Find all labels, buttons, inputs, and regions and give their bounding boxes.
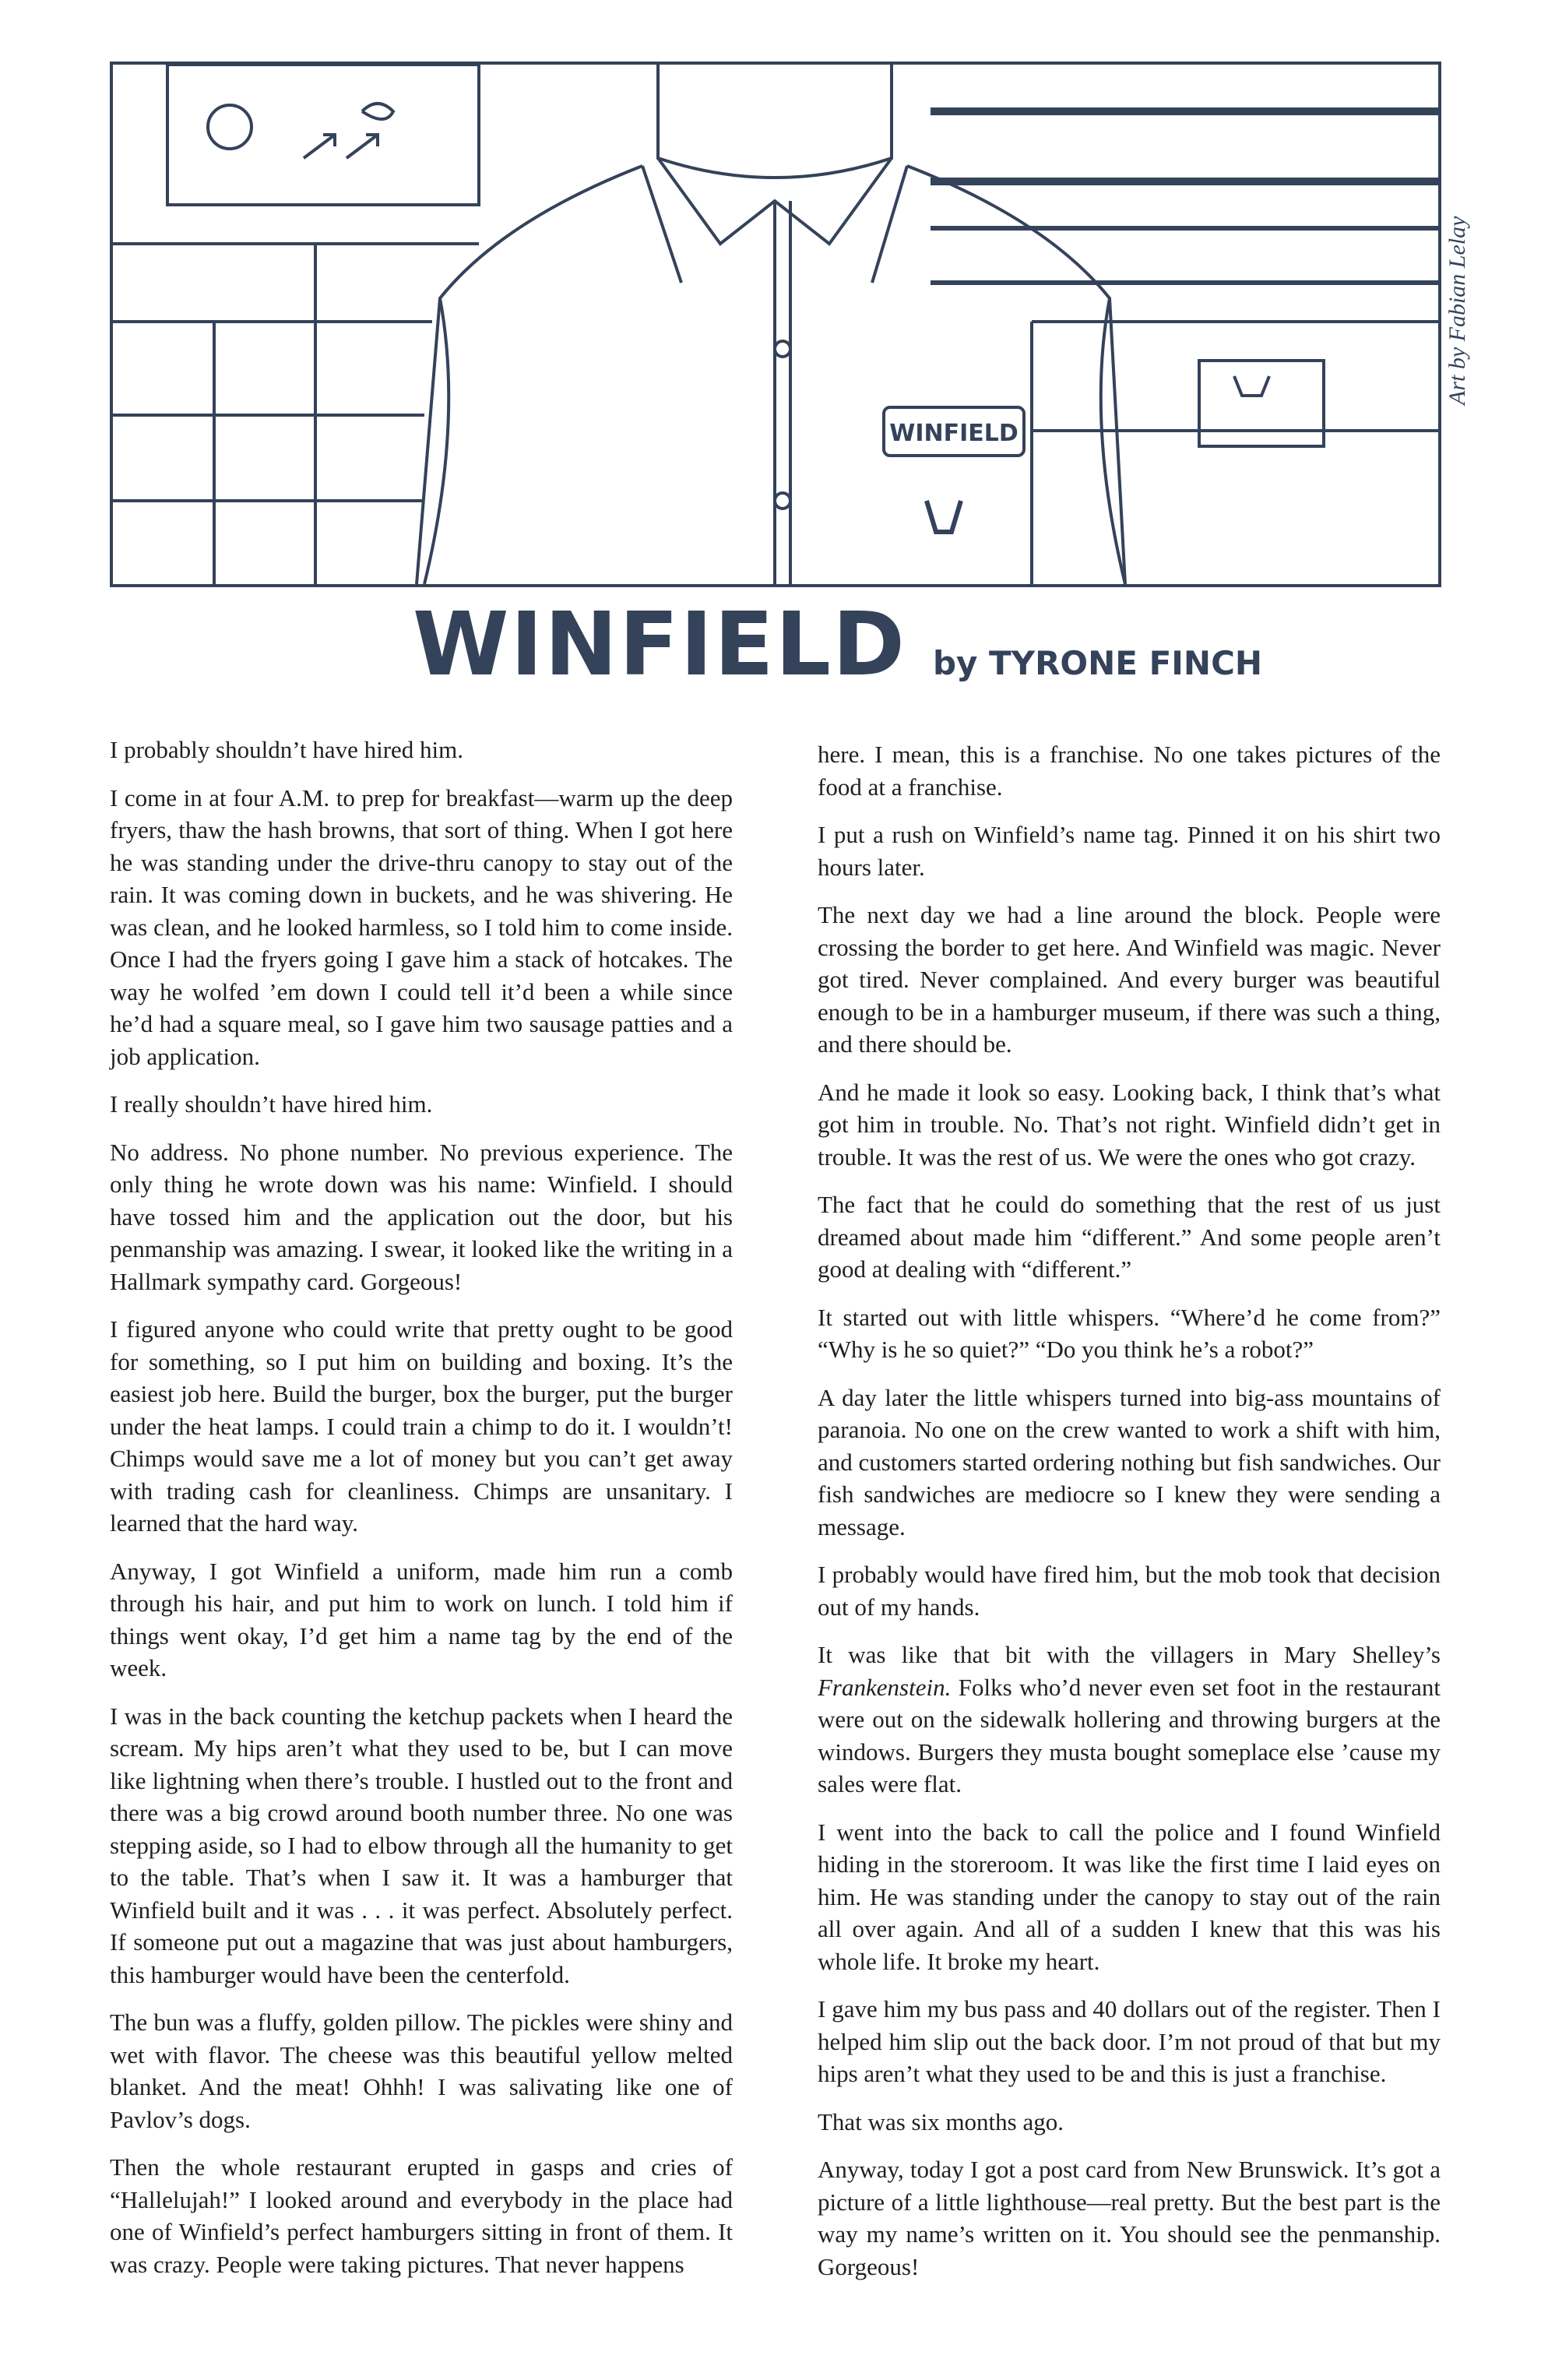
paragraph: Anyway, I got Winfield a uniform, made him run a comb through his hair, and put him to work on lunch. I told him if things went okay, I’d get him a name tag by the end of the week. (110, 1557, 733, 1681)
art-credit: Art by Fabian Lelay (1444, 216, 1470, 405)
logo-icon (927, 501, 961, 532)
paragraph: Anyway, today I got a post card from New Brunswick. It’s got a picture of a little lighthouse—real pretty. But the best part is the way my name’s written on it. You should see the penmanship. Gorgeous! (818, 2156, 1441, 2280)
story-title: WINFIELD (413, 594, 906, 695)
paragraph: That was six months ago. (818, 2107, 1064, 2135)
paragraph: I really shouldn’t have hired him. (110, 1090, 433, 1118)
text-run: It was like that bit with the villagers in Mary Shelley’s (818, 1641, 1441, 1668)
paragraph: I figured anyone who could write that pretty ought to be good for something, so I put him on building and boxing. It’s the easiest job here. Build the burger, box the burger, put the burger under the heat lamps. I could train a chimp to do it. I wouldn’t! Chimps would save me a lot of money but you can’t get away with trading cash for cleanliness. Chimps are unsanitary. I learned that the hard way. (110, 1315, 733, 1537)
right-column (818, 738, 1441, 2298)
paragraph: I gave him my bus pass and 40 dollars out of the register. Then I helped him slip out the back door. I’m not proud of that but my hips aren’t what they used to be and this is just a franchise. (818, 1995, 1441, 2087)
paragraph: Then the whole restaurant erupted in gasps and cries of “Hallelujah!” I looked around and everybody in the place had one of Winfield’s perfect hamburgers sitting in front of them. It was crazy. People were taking pictures. That never happens (110, 2153, 733, 2278)
paragraph (818, 1639, 1441, 1801)
paragraph: The next day we had a line around the block. People were crossing the border to get here. And Winfield was magic. Never got tired. Never complained. And every burger was beautiful enough to be in a hamburger museum, if there was such a thing, and there should be. (818, 901, 1441, 1058)
paragraph: And he made it look so easy. Looking back, I think that’s what got him in trouble. No. That’s not right. Winfield didn’t get in trouble. It was the rest of us. We were the ones who got crazy. (818, 1078, 1441, 1171)
title-bar (413, 594, 1263, 695)
illustration-panel (110, 62, 1441, 587)
paragraph: I put a rush on Winfield’s name tag. Pinned it on his shirt two hours later. (818, 821, 1441, 881)
paragraph: It started out with little whispers. “Where’d he come from?” “Why is he so quiet?” “Do you think he’s a robot?” (818, 1303, 1441, 1363)
paragraph: I was in the back counting the ketchup packets when I heard the scream. My hips aren’t what they used to be, but I can move like lightning when there’s trouble. I hustled out to the front and there was a big crowd around booth number three. No one was stepping aside, so I had to elbow through all the humanity to get to the table. That’s when I saw it. It was a hamburger that Winfield built and it was . . . it was perfect. Absolutely perfect. If someone put out a magazine that was just about hamburgers, this hamburger would have been the centerfold. (110, 1702, 733, 1988)
paragraph: A day later the little whispers turned into big-ass mountains of paranoia. No one on the crew wanted to work a shift with him, and customers started ordering nothing but fish sandwiches. Our fish sandwiches are mediocre so I knew they were sending a message. (818, 1383, 1441, 1540)
paragraph: The bun was a fluffy, golden pillow. The pickles were shiny and wet with flavor. The cheese was this beautiful yellow melted blanket. And the meat! Ohhh! I was salivating like one of Pavlov’s dogs. (110, 2009, 733, 2133)
paragraph: I come in at four A.M. to prep for breakfast—warm up the deep fryers, thaw the hash browns, that sort of thing. When I got here he was standing under the drive-thru canopy to stay out of the rain. It was coming down in buckets, and he was shivering. He was clean, and he looked harmless, so I told him to come inside. Once I had the fryers going I gave him a stack of hotcakes. The way he wolfed ’em down I could tell it’d been a while since he’d had a square meal, so I gave him two sausage patties and a job application. (110, 783, 733, 1070)
paragraph: No address. No phone number. No previous experience. The only thing he wrote down was his name: Winfield. I should have tossed him and the application out the door, but his penmanship was amazing. I swear, it looked like the writing in a Hallmark sympathy card. Gorgeous! (110, 1138, 733, 1295)
sign-figure-icon (208, 105, 252, 149)
shirt-button (775, 493, 790, 509)
paragraph: I went into the back to call the police and I found Winfield hiding in the storeroom. It was like the first time I laid eyes on him. He was standing under the canopy to stay out of the rain all over again. And all of a sudden I knew that this was his whole life. It broke my heart. (818, 1818, 1441, 1975)
paragraph: here. I mean, this is a franchise. No one takes pictures of the food at a franchise. (818, 741, 1441, 801)
text-run: Folks who’d never even set foot in the restaurant were out on the sidewalk hollering and throwing burgers at the windows. Burgers they musta bought someplace else ’cause my sales were flat. (818, 1673, 1441, 1797)
paragraph: I probably shouldn’t have hired him. (110, 736, 464, 763)
left-column (110, 734, 733, 2296)
shirt-button (775, 341, 790, 357)
burger-box (1199, 361, 1324, 446)
name-tag-text: WINFIELD (889, 420, 1019, 447)
paragraph: I probably would have fired him, but the mob took that decision out of my hands. (818, 1561, 1441, 1621)
book-title: Frankenstein. (818, 1673, 952, 1701)
paragraph: The fact that he could do something that the rest of us just dreamed about made him “different.” And some people aren’t good at dealing with “different.” (818, 1191, 1441, 1283)
illustration (113, 65, 1438, 584)
byline: by TYRONE FINCH (932, 644, 1263, 682)
sign-arrow-icon (347, 135, 378, 158)
sign-arrow-icon (304, 135, 335, 158)
